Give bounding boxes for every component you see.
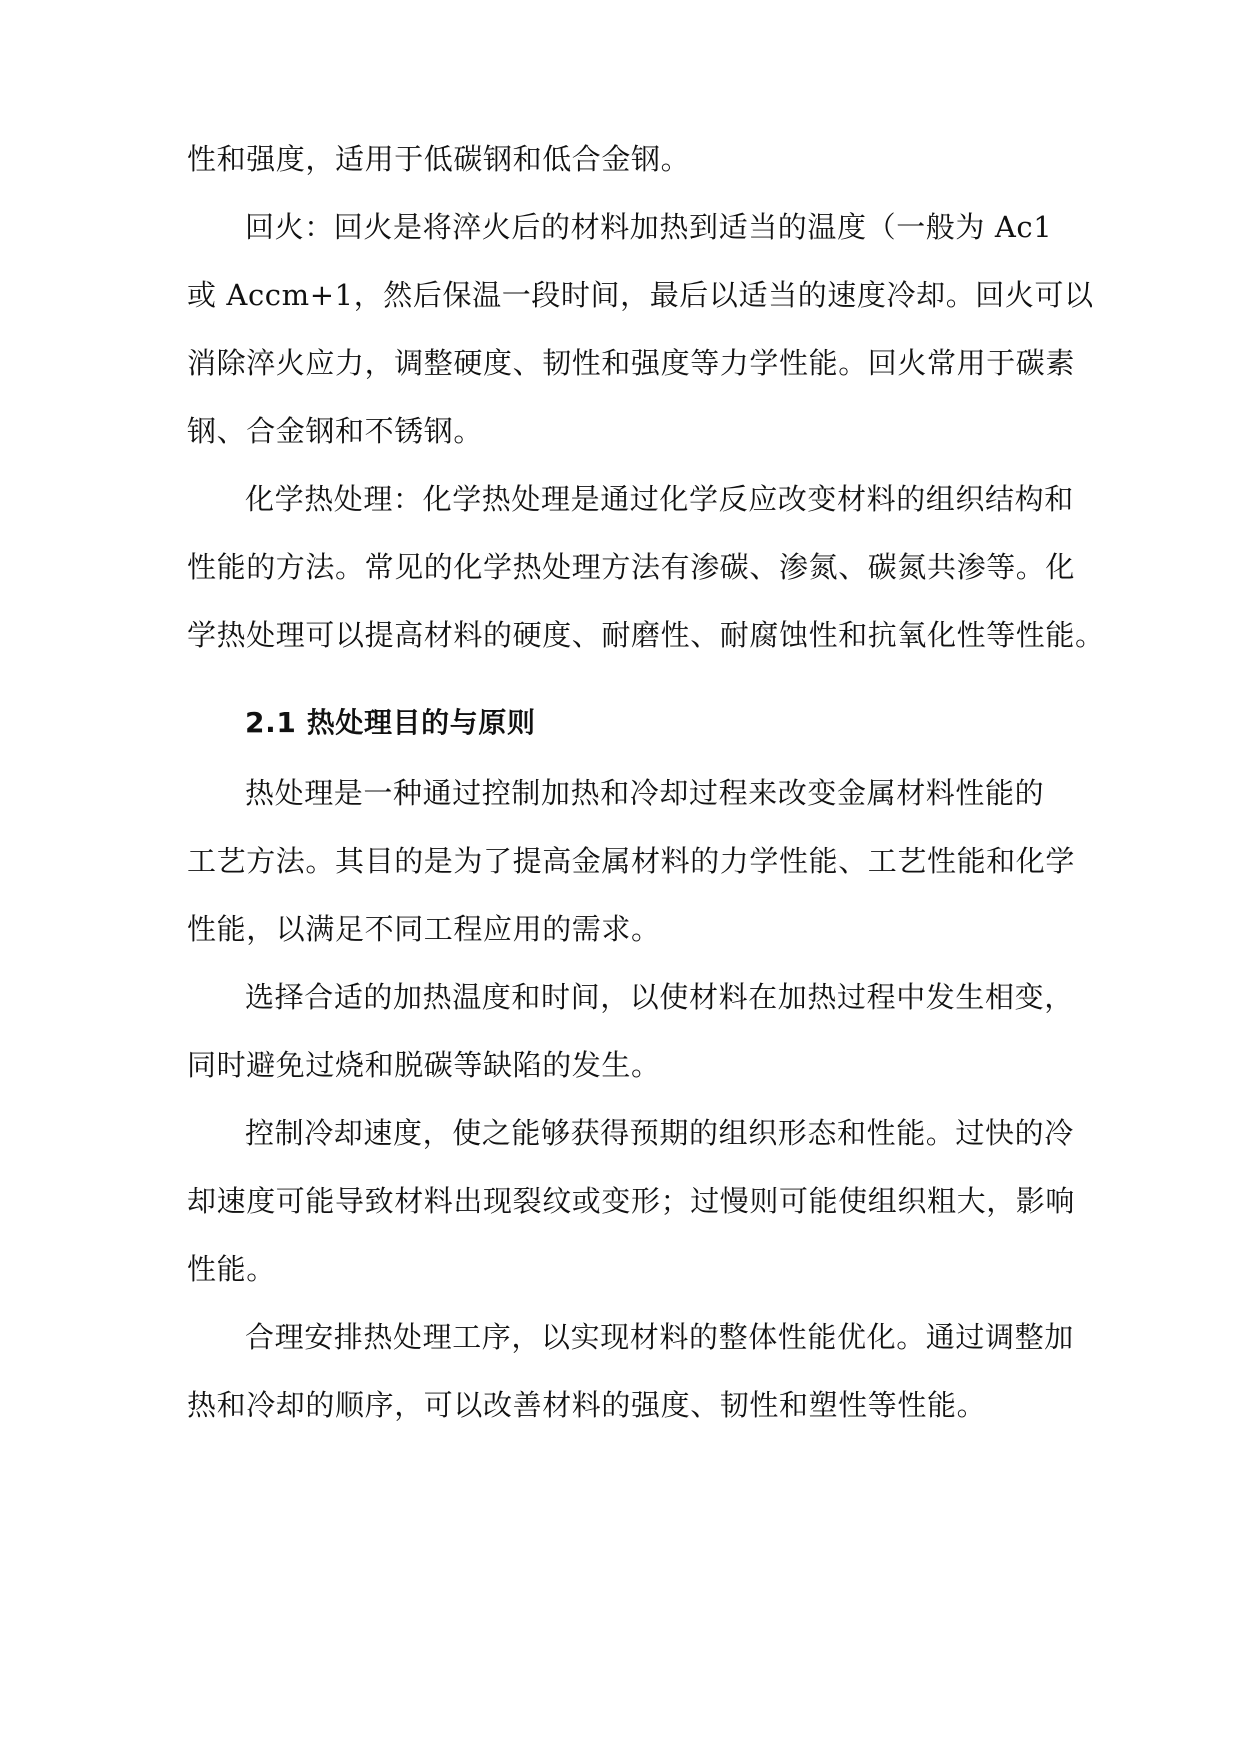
text-line: 热处理是一种通过控制加热和冷却过程来改变金属材料性能的	[245, 776, 1045, 810]
section-heading: 2.1 热处理目的与原则	[245, 706, 536, 739]
text-line: 消除淬火应力，调整硬度、韧性和强度等力学性能。回火常用于碳素	[187, 346, 1076, 380]
text-line: 控制冷却速度，使之能够获得预期的组织形态和性能。过快的冷	[245, 1116, 1074, 1150]
text-line: 却速度可能导致材料出现裂纹或变形；过慢则可能使组织粗大，影响	[187, 1184, 1076, 1218]
text-line: 化学热处理：化学热处理是通过化学反应改变材料的组织结构和	[245, 482, 1074, 516]
text-line: 同时避免过烧和脱碳等缺陷的发生。	[187, 1048, 661, 1082]
text-line: 热和冷却的顺序，可以改善材料的强度、韧性和塑性等性能。	[187, 1388, 987, 1422]
text-line: 性能，以满足不同工程应用的需求。	[187, 912, 661, 946]
text-line: 性能。	[187, 1252, 276, 1286]
text-line: 选择合适的加热温度和时间，以使材料在加热过程中发生相变，	[245, 980, 1074, 1014]
text-line: 或 Accm+1，然后保温一段时间，最后以适当的速度冷却。回火可以	[187, 278, 1094, 312]
text-line: 合理安排热处理工序，以实现材料的整体性能优化。通过调整加	[245, 1320, 1074, 1354]
text-line: 回火：回火是将淬火后的材料加热到适当的温度（一般为 Ac1	[245, 210, 1053, 244]
text-line: 性和强度，适用于低碳钢和低合金钢。	[187, 142, 691, 176]
text-line: 性能的方法。常见的化学热处理方法有渗碳、渗氮、碳氮共渗等。化	[187, 550, 1076, 584]
text-line: 工艺方法。其目的是为了提高金属材料的力学性能、工艺性能和化学	[187, 844, 1076, 878]
text-line: 钢、合金钢和不锈钢。	[187, 414, 484, 448]
text-line: 学热处理可以提高材料的硬度、耐磨性、耐腐蚀性和抗氧化性等性能。	[187, 618, 1105, 652]
